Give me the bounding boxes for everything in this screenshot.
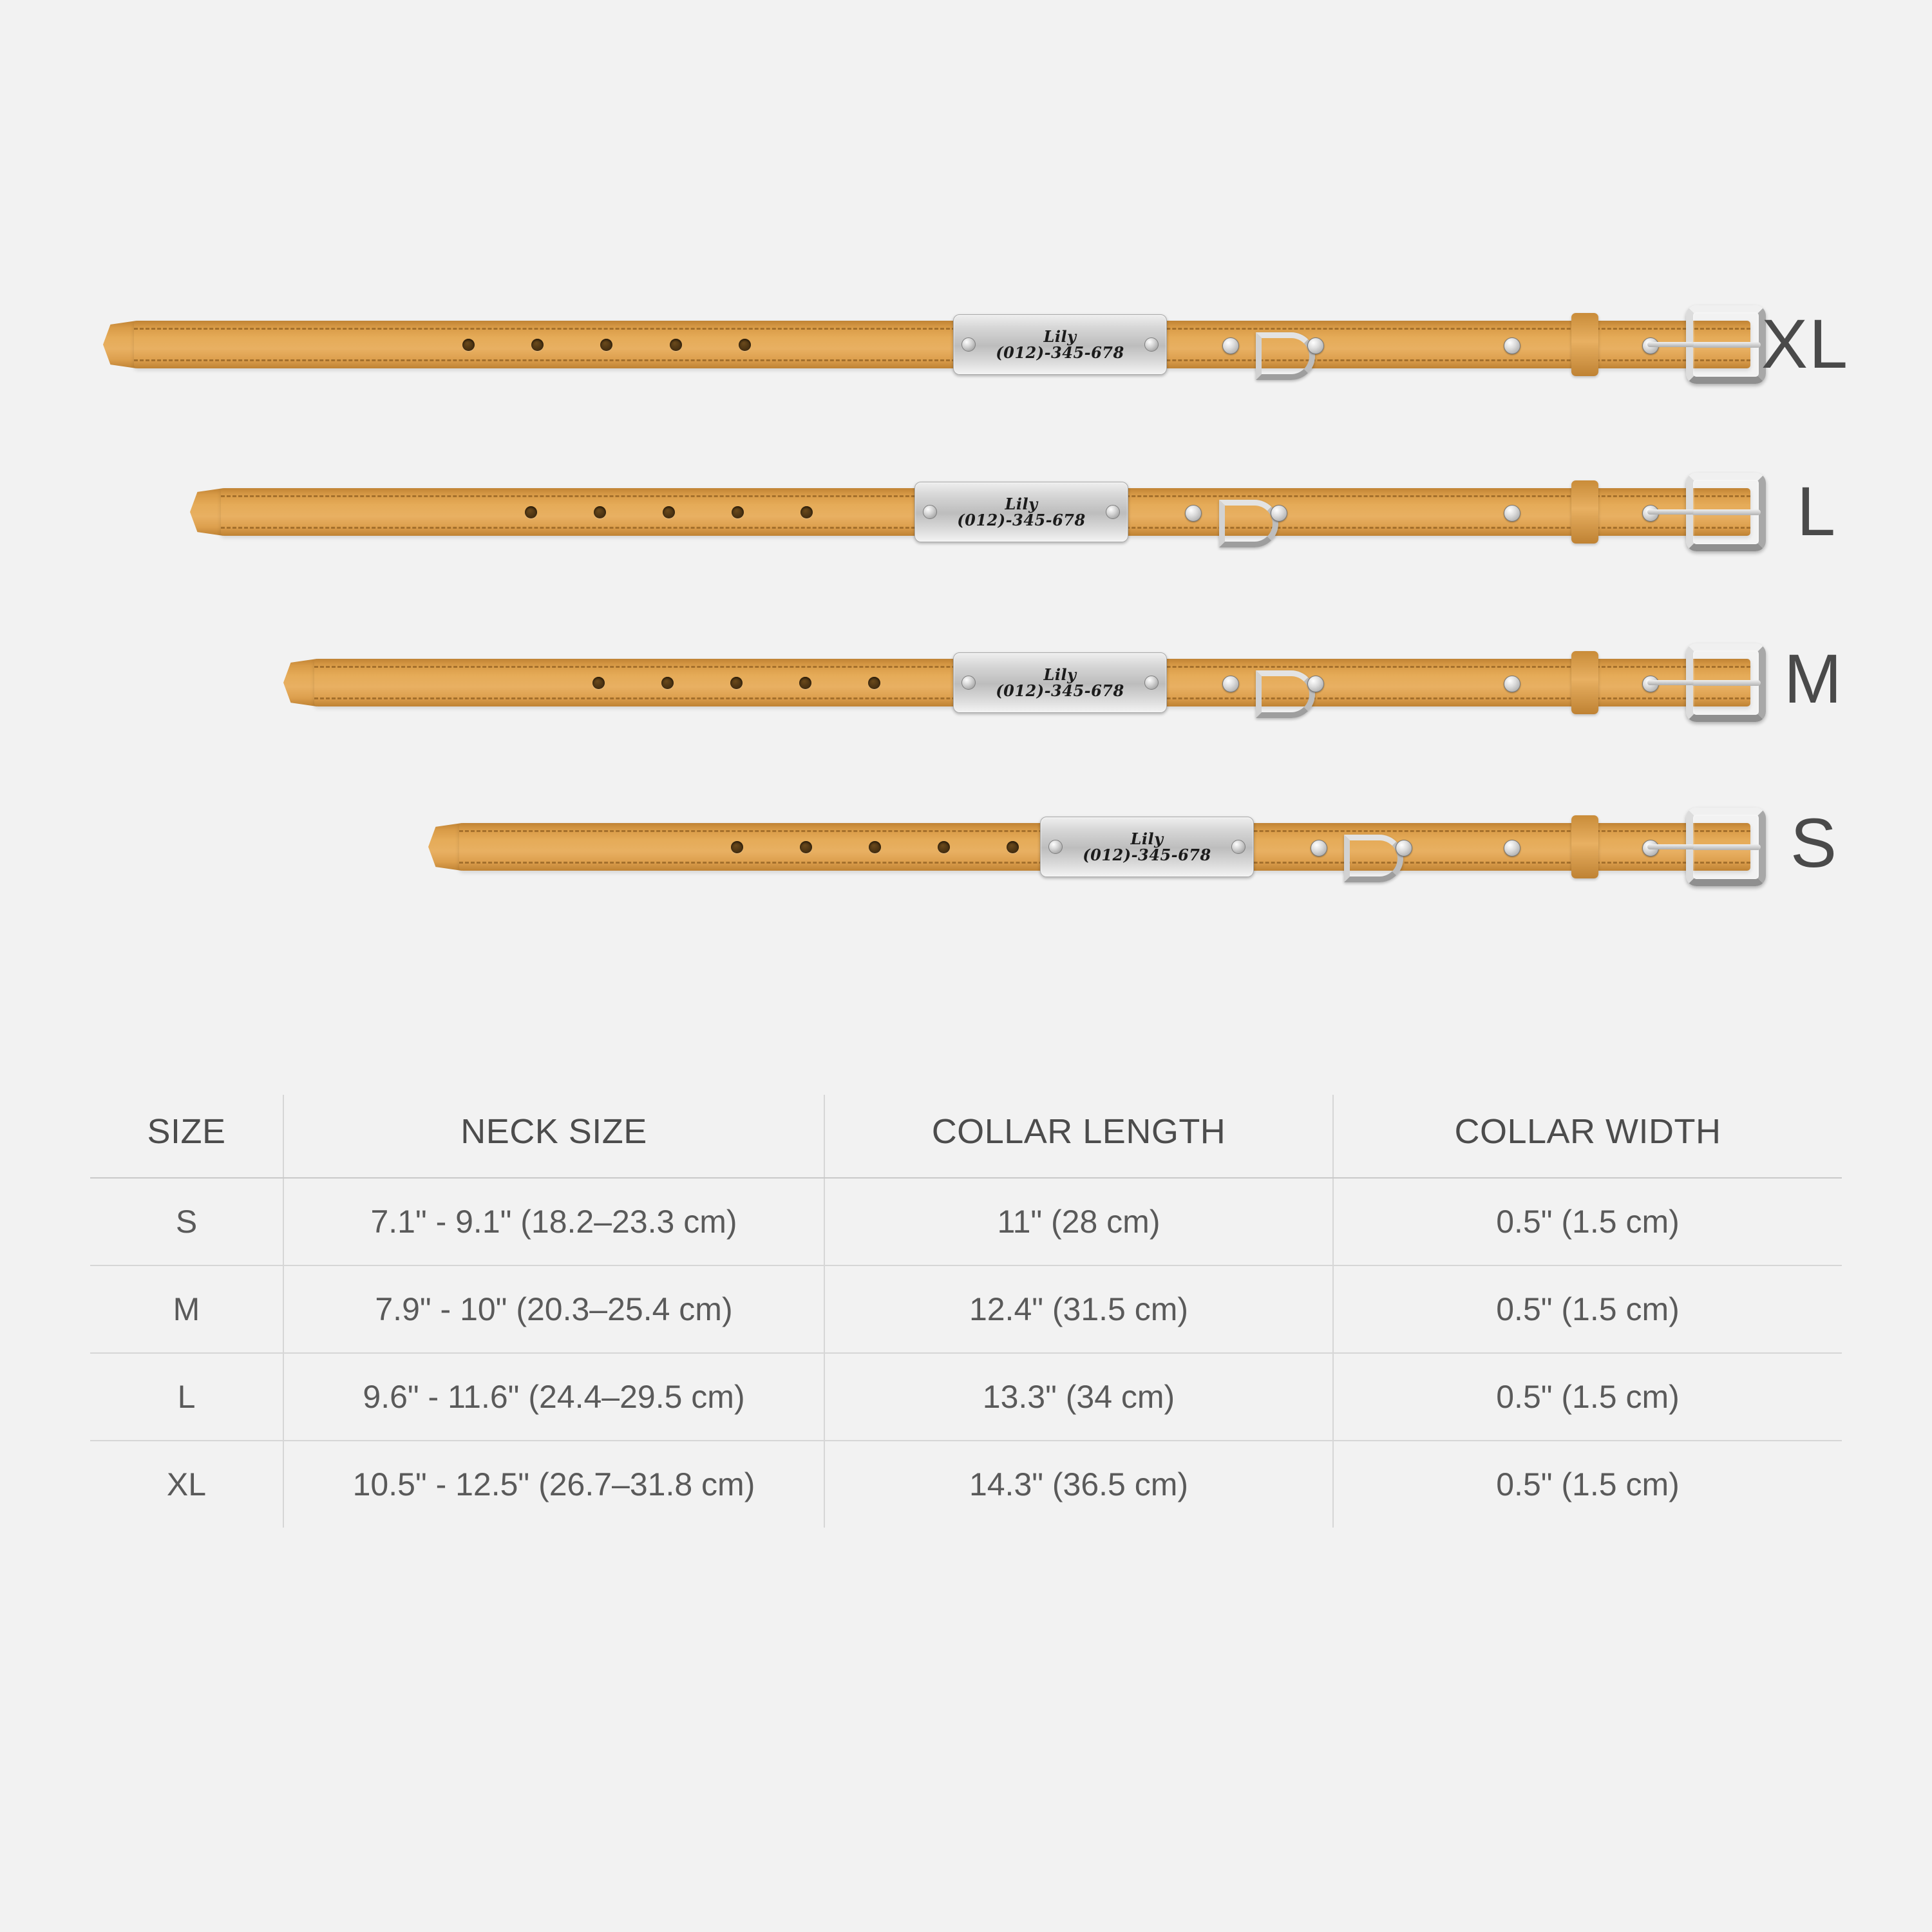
adjust-hole: [600, 339, 612, 351]
buckle-bar: [1691, 509, 1761, 515]
adjust-hole: [594, 506, 606, 518]
column-header-neck-size: NECK SIZE: [283, 1095, 824, 1178]
hardware-rivet: [1504, 840, 1520, 857]
plate-pet-name: Lily: [1043, 327, 1077, 346]
cell-collar-width: 0.5" (1.5 cm): [1333, 1353, 1842, 1441]
buckle-bar: [1691, 680, 1761, 686]
size-letter-m: M: [1784, 639, 1843, 717]
collar-row-m: [277, 634, 1703, 731]
plate-pet-name: Lily: [1130, 829, 1164, 848]
adjust-hole: [663, 506, 675, 518]
d-ring: [1344, 835, 1403, 882]
adjust-hole: [869, 841, 881, 853]
cell-collar-length: 12.4" (31.5 cm): [824, 1265, 1333, 1353]
plate-rivet-right: [1144, 337, 1159, 352]
metal-buckle: [1686, 643, 1766, 722]
keeper-loop: [1571, 313, 1598, 376]
column-header-collar-length: COLLAR LENGTH: [824, 1095, 1333, 1178]
adjust-hole: [731, 841, 743, 853]
d-ring: [1256, 332, 1315, 380]
adjust-hole: [661, 677, 674, 689]
cell-size: S: [90, 1178, 283, 1265]
buckle-prong: [1647, 509, 1694, 515]
adjust-hole: [938, 841, 950, 853]
strap-tip: [103, 321, 137, 368]
plate-rivet-left: [923, 505, 937, 519]
cell-size: M: [90, 1265, 283, 1353]
buckle-bar: [1691, 342, 1761, 348]
cell-neck-size: 10.5" - 12.5" (26.7–31.8 cm): [283, 1441, 824, 1528]
column-header-collar-width: COLLAR WIDTH: [1333, 1095, 1842, 1178]
table-row: [90, 1353, 1842, 1441]
plate-phone-number: (012)-345-678: [996, 343, 1124, 362]
buckle-prong: [1647, 844, 1694, 849]
cell-neck-size: 7.9" - 10" (20.3–25.4 cm): [283, 1265, 824, 1353]
keeper-loop: [1571, 480, 1598, 544]
plate-rivet-right: [1231, 840, 1245, 854]
hardware-rivet: [1504, 337, 1520, 354]
hardware-rivet: [1311, 840, 1327, 857]
table-row: [90, 1178, 1842, 1265]
plate-phone-number: (012)-345-678: [957, 511, 1086, 529]
cell-collar-length: 11" (28 cm): [824, 1178, 1333, 1265]
adjust-hole: [525, 506, 537, 518]
collar-m: [277, 634, 1719, 731]
cell-collar-width: 0.5" (1.5 cm): [1496, 1466, 1680, 1502]
engraved-name-plate: [953, 314, 1167, 375]
hardware-rivet: [1504, 505, 1520, 522]
collar-l: [184, 464, 1719, 560]
adjust-hole: [531, 339, 544, 351]
table-row: [90, 1441, 1842, 1528]
metal-buckle: [1686, 808, 1766, 886]
plate-rivet-right: [1144, 676, 1159, 690]
adjust-hole: [800, 506, 813, 518]
hardware-rivet: [1307, 676, 1324, 692]
metal-buckle: [1686, 305, 1766, 384]
hardware-rivet: [1185, 505, 1202, 522]
strap-tip: [283, 659, 317, 706]
plate-rivet-left: [1048, 840, 1063, 854]
cell-size: L: [90, 1353, 283, 1441]
hardware-rivet: [1396, 840, 1412, 857]
hardware-rivet: [1307, 337, 1324, 354]
plate-pet-name: Lily: [1043, 665, 1077, 684]
hardware-rivet: [1222, 676, 1239, 692]
adjust-hole: [462, 339, 475, 351]
size-letter-s: S: [1790, 804, 1839, 882]
plate-rivet-left: [961, 676, 976, 690]
strap-tip: [428, 823, 462, 871]
collar-row-l: [184, 464, 1703, 560]
stitch-line-bottom: [134, 359, 1750, 361]
adjust-hole: [592, 677, 605, 689]
hardware-rivet: [1504, 676, 1520, 692]
collar-xl: [97, 296, 1719, 393]
buckle-prong: [1647, 680, 1694, 685]
adjust-hole: [739, 339, 751, 351]
metal-buckle: [1686, 473, 1766, 551]
adjust-hole: [868, 677, 880, 689]
keeper-loop: [1571, 815, 1598, 878]
adjust-hole: [799, 677, 811, 689]
keeper-loop: [1571, 651, 1598, 714]
size-chart-table: [90, 1095, 1842, 1528]
collar-row-s: [422, 799, 1703, 895]
column-header-size: SIZE: [90, 1095, 283, 1178]
adjust-hole: [732, 506, 744, 518]
engraved-name-plate: [953, 652, 1167, 713]
hardware-rivet: [1222, 337, 1239, 354]
engraved-name-plate: [914, 482, 1128, 542]
cell-collar-width: 0.5" (1.5 cm): [1333, 1178, 1842, 1265]
cell-collar-width: 0.5" (1.5 cm): [1333, 1265, 1842, 1353]
buckle-prong: [1647, 342, 1694, 347]
table-header-row: [90, 1095, 1842, 1178]
collar-s: [422, 799, 1719, 895]
cell-collar-length: 13.3" (34 cm): [824, 1353, 1333, 1441]
engraved-name-plate: [1040, 817, 1254, 877]
cell-size: XL: [90, 1441, 283, 1528]
size-letter-xl: XL: [1761, 305, 1850, 383]
d-ring: [1256, 670, 1315, 718]
adjust-hole: [670, 339, 682, 351]
strap-tip: [190, 488, 223, 536]
stitch-line-top: [134, 328, 1750, 330]
size-letter-l: L: [1797, 472, 1837, 550]
adjust-hole: [1007, 841, 1019, 853]
adjust-hole: [800, 841, 812, 853]
collar-row-xl: [97, 296, 1707, 393]
cell-neck-size: 7.1" - 9.1" (18.2–23.3 cm): [283, 1178, 824, 1265]
plate-pet-name: Lily: [1005, 494, 1038, 513]
buckle-bar: [1691, 844, 1761, 850]
plate-rivet-right: [1106, 505, 1120, 519]
table-row: [90, 1265, 1842, 1353]
d-ring: [1219, 500, 1278, 547]
cell-neck-size: 9.6" - 11.6" (24.4–29.5 cm): [283, 1353, 824, 1441]
plate-phone-number: (012)-345-678: [1083, 846, 1211, 864]
hardware-rivet: [1271, 505, 1287, 522]
adjust-hole: [730, 677, 743, 689]
plate-rivet-left: [961, 337, 976, 352]
plate-phone-number: (012)-345-678: [996, 681, 1124, 700]
cell-collar-length: 14.3" (36.5 cm): [824, 1441, 1333, 1528]
